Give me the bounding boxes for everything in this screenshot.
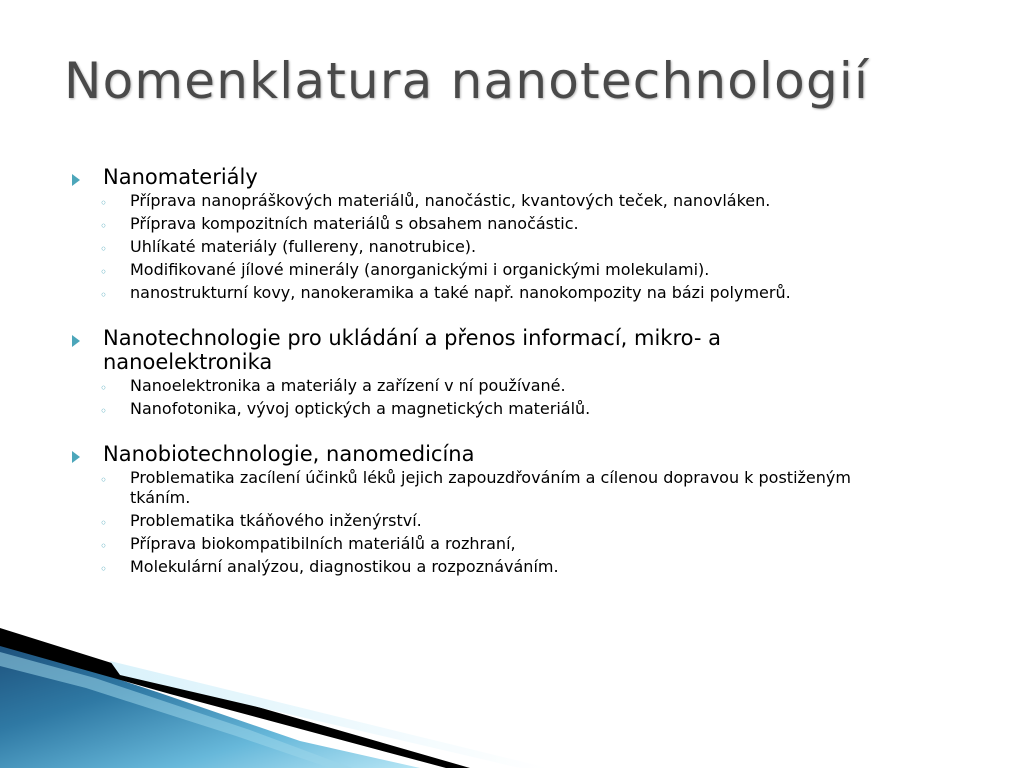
section-heading-row <box>72 165 952 189</box>
circle-bullet-icon: ◦ <box>100 516 108 530</box>
circle-bullet-icon: ◦ <box>100 265 108 279</box>
section-item-list <box>72 376 952 419</box>
section-heading: Nanotechnologie pro ukládání a přenos informací, mikro- a nanoelektronika <box>103 326 721 374</box>
section-heading-row <box>72 326 952 374</box>
list-item <box>72 214 952 234</box>
list-item-text: Modifikované jílové minerály (anorganickými i organickými molekulami). <box>130 260 710 279</box>
list-item-text: Příprava biokompatibilních materiálů a rozhraní, <box>130 534 516 553</box>
list-item <box>72 557 952 577</box>
circle-bullet-icon: ◦ <box>100 196 108 210</box>
list-item-text: Nanoelektronika a materiály a zařízení v ní používané. <box>130 376 566 395</box>
section-nanobiotechnology <box>72 442 952 577</box>
section-heading: Nanomateriály <box>103 165 258 189</box>
list-item <box>72 534 952 554</box>
circle-bullet-icon: ◦ <box>100 219 108 233</box>
list-item-text: Nanofotonika, vývoj optických a magnetických materiálů. <box>130 399 591 418</box>
list-item <box>72 237 952 257</box>
circle-bullet-icon: ◦ <box>100 288 108 302</box>
section-heading: Nanobiotechnologie, nanomedicína <box>103 442 475 466</box>
triangle-bullet-icon <box>72 442 103 463</box>
list-item <box>72 191 952 211</box>
triangle-bullet-icon <box>72 165 103 186</box>
circle-bullet-icon: ◦ <box>100 473 108 487</box>
triangle-bullet-icon <box>72 326 103 347</box>
section-heading-row <box>72 442 952 466</box>
slide-title: Nomenklatura nanotechnologií <box>64 52 870 110</box>
list-item <box>72 468 952 508</box>
list-item-text: Příprava kompozitních materiálů s obsahem nanočástic. <box>130 214 579 233</box>
list-item <box>72 260 952 280</box>
list-item-text: Problematika tkáňového inženýrství. <box>130 511 422 530</box>
list-item-text: Uhlíkaté materiály (fullereny, nanotrubice). <box>130 237 477 256</box>
circle-bullet-icon: ◦ <box>100 539 108 553</box>
list-item-text: Problematika zacílení účinků léků jejich zapouzdřováním a cílenou dopravou k postiženým tkáním. <box>130 468 851 507</box>
slide-content <box>72 165 952 600</box>
circle-bullet-icon: ◦ <box>100 381 108 395</box>
section-information-technologies <box>72 326 952 419</box>
list-item-text: Příprava nanopráškových materiálů, nanočástic, kvantových teček, nanovláken. <box>130 191 771 210</box>
section-nanomaterials <box>72 165 952 303</box>
section-item-list <box>72 468 952 577</box>
section-item-list <box>72 191 952 303</box>
circle-bullet-icon: ◦ <box>100 242 108 256</box>
list-item <box>72 511 952 531</box>
list-item <box>72 376 952 396</box>
list-item-text: Molekulární analýzou, diagnostikou a rozpoznáváním. <box>130 557 559 576</box>
circle-bullet-icon: ◦ <box>100 562 108 576</box>
circle-bullet-icon: ◦ <box>100 404 108 418</box>
footer-decoration <box>0 598 1024 768</box>
list-item-text: nanostrukturní kovy, nanokeramika a také např. nanokompozity na bázi polymerů. <box>130 283 791 302</box>
list-item <box>72 283 952 303</box>
list-item <box>72 399 952 419</box>
